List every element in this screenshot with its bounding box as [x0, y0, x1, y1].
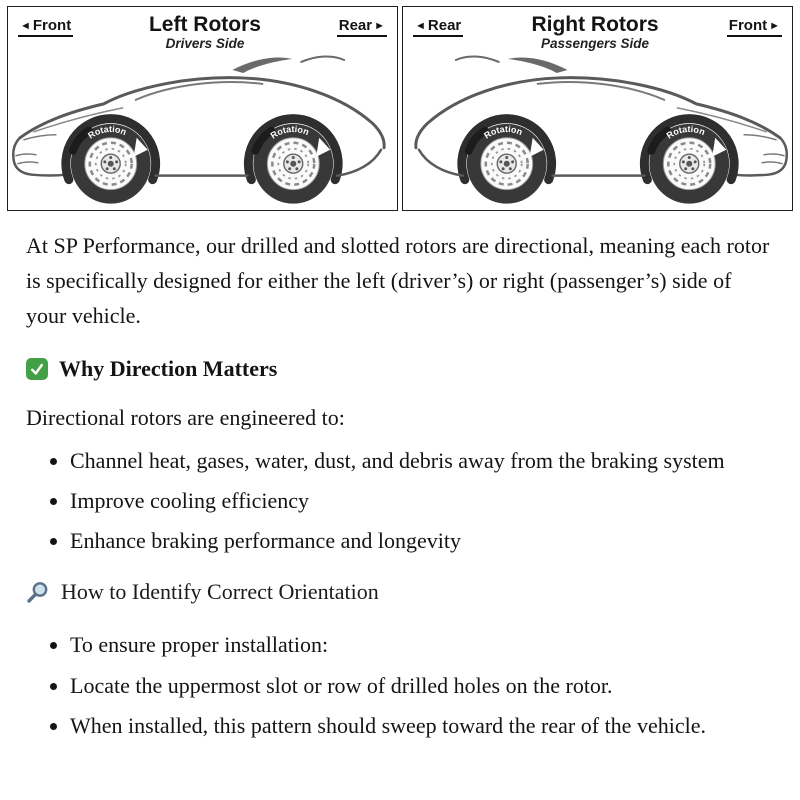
list-item: • Enhance braking performance and longevity [70, 524, 770, 558]
right-arrow-icon: ► [769, 20, 780, 32]
panel-subtitle: Drivers Side [165, 36, 245, 52]
magnifier-icon [26, 580, 50, 604]
list-item: • Improve cooling efficiency [70, 484, 770, 518]
panel-titles [149, 14, 261, 51]
rear-wheel [253, 124, 333, 204]
right-rotors-panel [402, 6, 793, 211]
front-wheel [649, 124, 729, 204]
panel-subtitle: Passengers Side [540, 36, 650, 52]
section-heading-text: Why Direction Matters [59, 356, 278, 382]
left-rotors-panel [7, 6, 398, 211]
direction-text: Rear [338, 17, 373, 34]
list-item: • Channel heat, gases, water, dust, and debris away from the braking system [70, 444, 770, 478]
section-heading-text: How to Identify Correct Orientation [61, 579, 379, 605]
section-lead: Directional rotors are engineered to: [26, 405, 345, 431]
section-heading-identify-orientation [26, 579, 774, 605]
list-item: • When installed, this pattern should sweep toward the rear of the vehicle. [70, 709, 770, 743]
car-illustration-left [8, 52, 397, 210]
front-direction-label [727, 17, 782, 37]
direction-text: Rear [427, 17, 462, 34]
list-item: • Locate the uppermost slot or row of drilled holes on the rotor. [70, 669, 770, 703]
benefits-list [26, 444, 774, 558]
check-icon [26, 358, 48, 380]
rotor-direction-diagram [0, 0, 800, 211]
panel-header [403, 7, 792, 51]
direction-text: Front [32, 17, 72, 34]
direction-text: Front [728, 17, 768, 34]
front-wheel [71, 124, 151, 204]
intro-paragraph: At SP Performance, our drilled and slotted rotors are directional, meaning each rotor is specifically designed for either the left (driver’s) or right (passenger’s) side of your vehicle. [26, 232, 770, 329]
front-direction-label [18, 17, 73, 37]
right-arrow-icon: ► [374, 20, 385, 32]
left-arrow-icon: ◄ [415, 20, 426, 32]
left-arrow-icon: ◄ [20, 20, 31, 32]
rear-direction-label [337, 17, 387, 37]
panel-titles [531, 14, 658, 51]
orientation-list [26, 628, 774, 742]
rear-direction-label [413, 17, 463, 37]
rear-wheel [467, 124, 547, 204]
panel-title: Right Rotors [531, 13, 659, 36]
panel-header [8, 7, 397, 51]
list-item: • To ensure proper installation: [70, 628, 770, 662]
article-content [0, 211, 800, 743]
section-heading-direction-matters [26, 356, 774, 382]
panel-title: Left Rotors [148, 13, 261, 36]
car-illustration-right [403, 52, 792, 210]
